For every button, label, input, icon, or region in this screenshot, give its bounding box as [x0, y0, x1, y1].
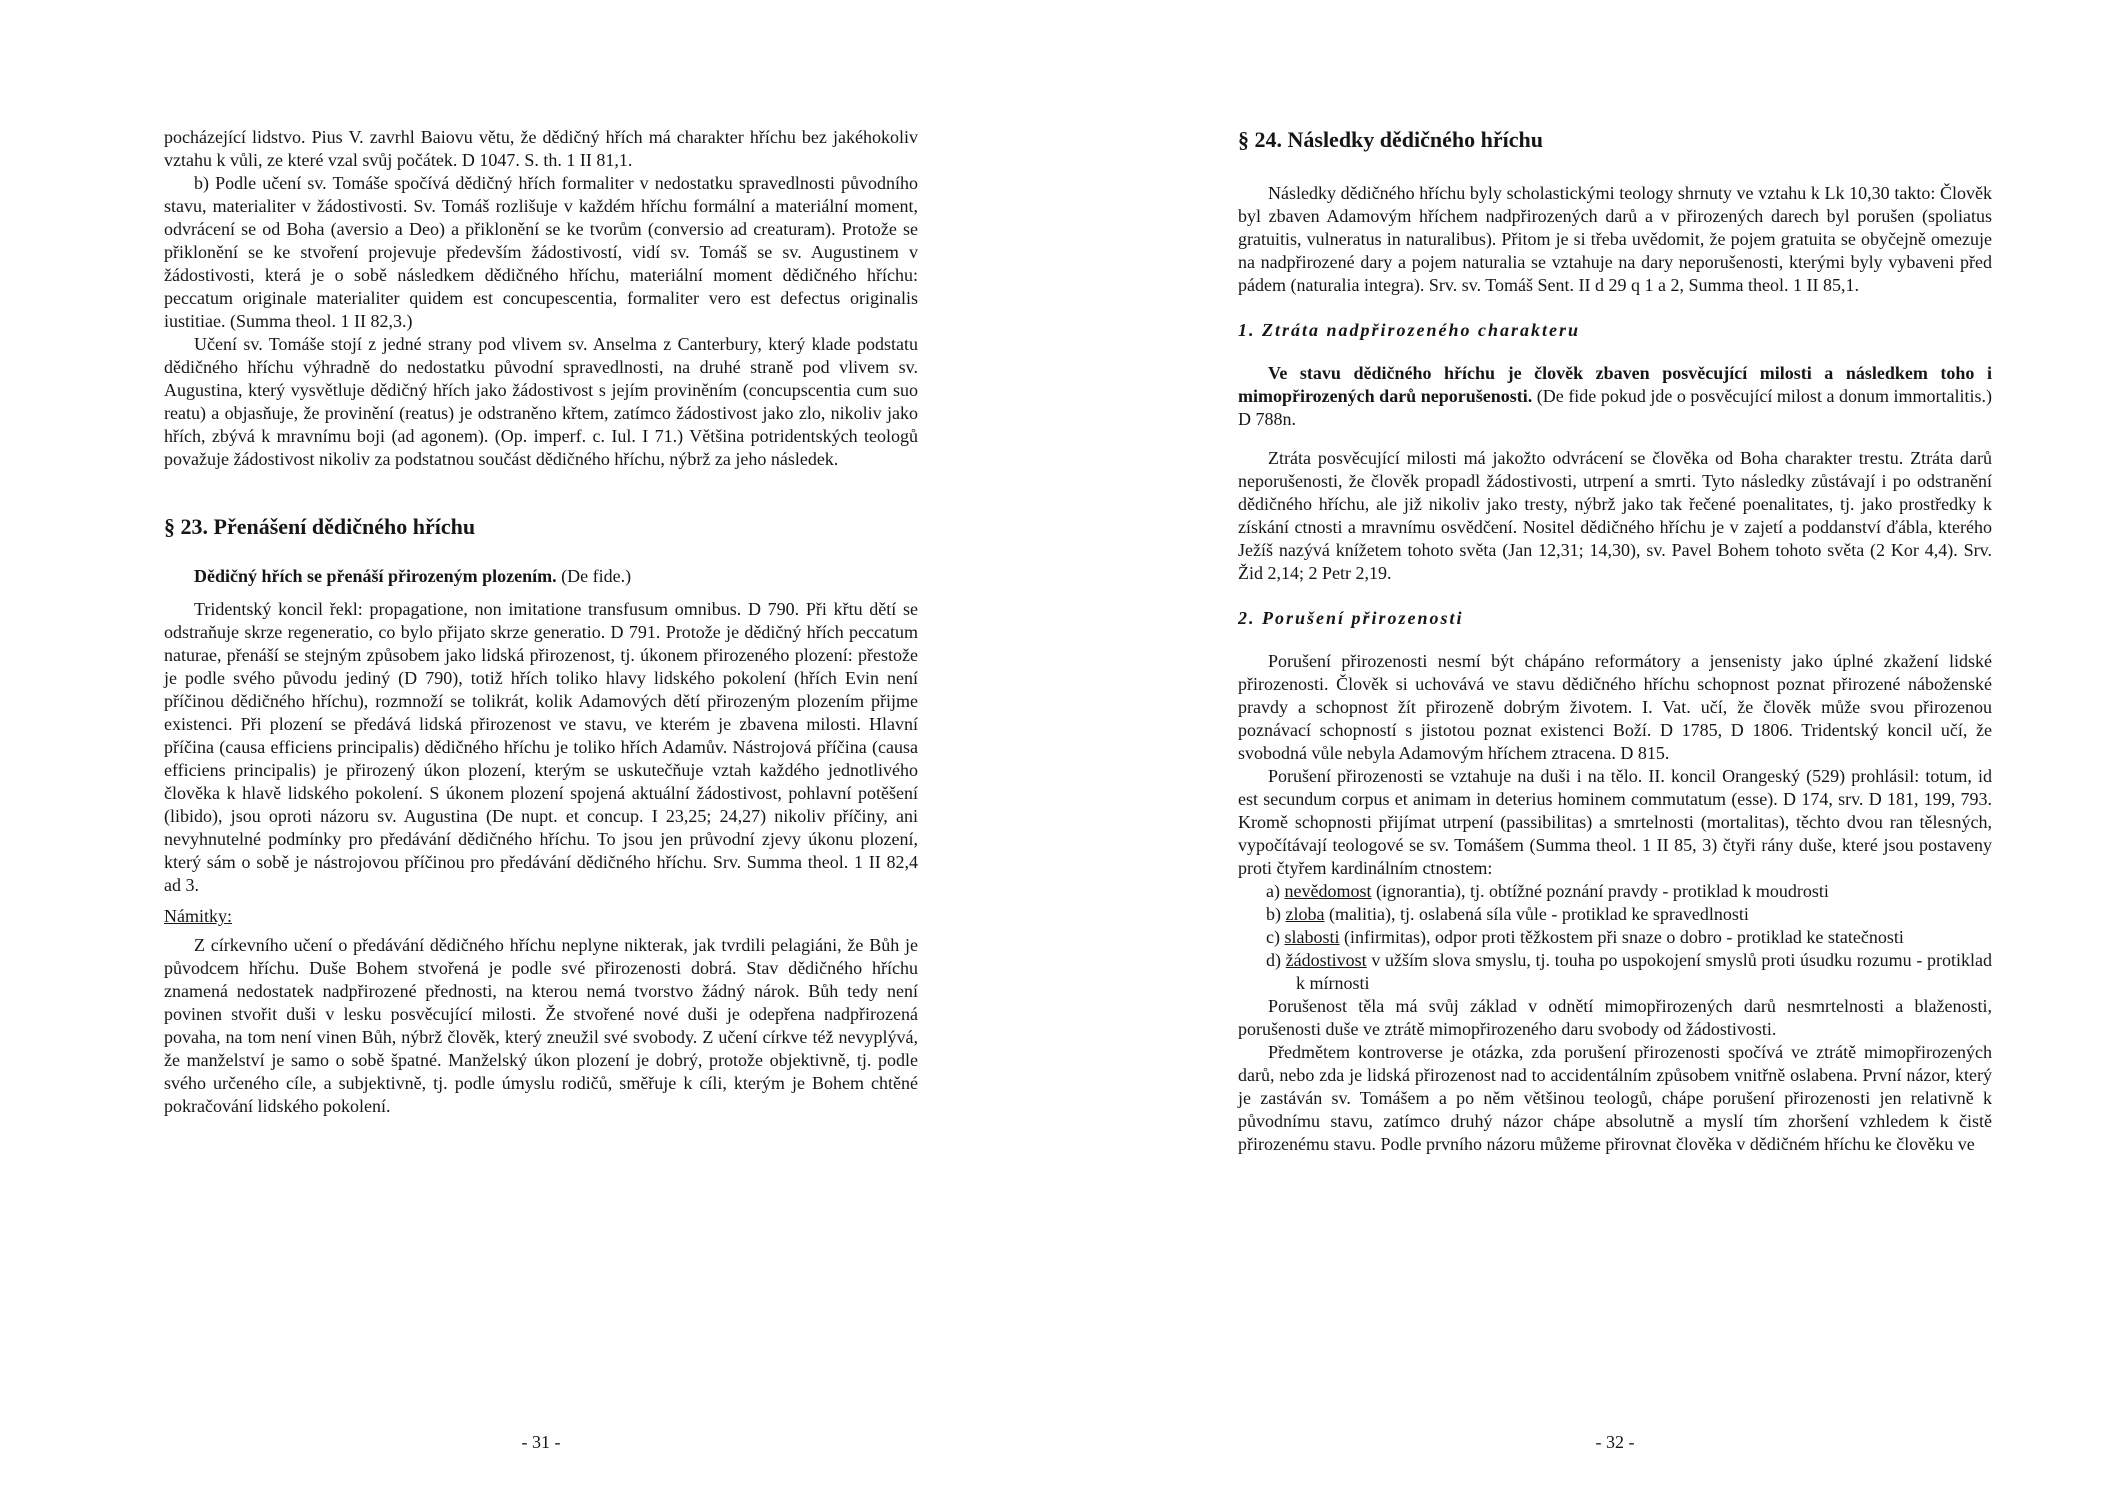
- paragraph-intro-continuation: pocházející lidstvo. Pius V. zavrhl Baiovu větu, že dědičný hřích má charakter hříchu bez jakéhokoliv vztahu k vůli, ze které vzal svůj počátek. D 1047. S. th. 1 II 81,1.: [164, 127, 918, 170]
- objections-heading: Námitky:: [164, 906, 232, 926]
- list-item-d: [1238, 949, 1992, 995]
- page-number-31: - 31 -: [521, 1432, 561, 1452]
- list-item-a: [1238, 880, 1992, 903]
- paragraph-b-thomas-teaching: b) Podle učení sv. Tomáše spočívá dědičný hřích formaliter v nedostatku spravedlnosti původního stavu, materialiter v žádostivosti. Sv. Tomáš rozlišuje v každém hříchu formální a materiální moment, odvrácení se od Boha (aversio a Deo) a přiklonění se ke tvorům (conversio ad creaturam). Protože se přiklonění se ke stvoření projevuje především žádostivostí, vidí sv. Tomáš se sv. Augustinem v žádostivosti, která je o sobě následkem dědičného hříchu, materiální moment dědičného hříchu: peccatum originale materialiter quidem est concupescentia, formaliter vero est defectus originalis iustitiae. (Summa theol. 1 II 82,3.): [164, 173, 918, 331]
- list-item-c: [1238, 926, 1992, 949]
- section-heading-24: § 24. Následky dědičného hříchu: [1238, 127, 1543, 152]
- list-term-underlined: žádostivost: [1285, 950, 1367, 970]
- subsection-heading-2: 2. Porušení přirozenosti: [1238, 608, 1464, 628]
- list-marker: b): [1266, 904, 1281, 924]
- list-item-text: (infirmitas), odpor proti těžkostem při snaze o dobro - protiklad ke statečnosti: [1339, 927, 1904, 947]
- list-marker: a): [1266, 881, 1280, 901]
- thesis-bold-text: Ve stavu dědičného hříchu je člověk zbaven posvěcující milosti a následkem toho i mimopřirozených darů neporušenosti.: [1238, 363, 1992, 406]
- thesis-note-text: (De fide pokud jde o posvěcující milost a donum immortalitis.) D 788n.: [1238, 386, 1993, 429]
- list-term-underlined: nevědomost: [1284, 881, 1372, 901]
- list-marker: d): [1266, 950, 1281, 970]
- list-item-b: [1238, 903, 1992, 926]
- paragraph-corruption-nature-2: Porušení přirozenosti se vztahuje na duši i na tělo. II. koncil Orangeský (529) prohlásil: totum, id est secundum corpus et animam in deterius hominem commutatum (esse). D 174, srv. D 181, 199, 793. Kromě schopnosti přijímat utrpení (passibilitas) a smrtelnosti (mortalitas), těchto dvou ran tělesných, vypočítávají teologové se sv. Tomášem (Summa theol. 1 II 85, 3) čtyři rány duše, které jsou postaveny proti čtyřem kardinálním ctnostem:: [1238, 766, 1992, 878]
- thesis-statement-23: [164, 565, 918, 588]
- list-term-underlined: slabosti: [1284, 927, 1340, 947]
- paragraph-thomas-influences: Učení sv. Tomáše stojí z jedné strany pod vlivem sv. Anselma z Canterbury, který klade podstatu dědičného hříchu výhradně do nedostatku původní spravedlnosti, na druhé straně pod vlivem sv. Augustina, který vysvětluje dědičný hřích jako žádostivost s jejím proviněním (concupscentia cum suo reatu) a objasňuje, že provinění (reatus) je odstraněno křtem, zatímco žádostivost jako zlo, nikoliv jako hřích, zbývá k mravnímu boji (ad agonem). (Op. imperf. c. Iul. I 71.) Většina potridentských teologů považuje žádostivost nikoliv za podstatnou součást dědičného hříchu, nýbrž za jeho následek.: [164, 334, 918, 469]
- paragraph-consequences-summary: Následky dědičného hříchu byly scholastickými teology shrnuty ve vztahu k Lk 10,30 takto: Člověk byl zbaven Adamovým hříchem nadpřirozených darů a v přirozených darech byl porušen (spoliatus gratuitis, vulneratus in naturalibus). Přitom je si třeba uvědomit, že pojem gratuita se obyčejně omezuje na nadpřirozené dary a pojem naturalia se vztahuje na dary neporušenosti, kterými byly vybaveni před pádem (naturalia integra). Srv. sv. Tomáš Sent. II d 29 q 1 a 2, Summa theol. 1 II 85,1.: [1238, 183, 1992, 295]
- list-marker: c): [1266, 927, 1280, 947]
- paragraph-body-soul-corruption: Porušenost těla má svůj základ v odnětí mimopřirozených darů nesmrtelnosti a blaženosti, porušenosti duše ve ztrátě mimopřirozeného daru svobody od žádostivosti.: [1238, 996, 1992, 1039]
- list-term-underlined: zloba: [1285, 904, 1325, 924]
- paragraph-loss-of-grace: Ztráta posvěcující milosti má jakožto odvrácení se člověka od Boha charakter trestu. Ztráta darů neporušenosti, že člověk propadl žádostivosti, utrpení a smrti. Tyto následky zůstávají i po odstranění dědičného hříchu, ale již nikoliv jako tresty, nýbrž jako tak řečené poenalitates, tj. jako prostředky k získání ctnosti a mravnímu osvědčení. Nositel dědičného hříchu je v zajetí a poddanství ďábla, kterého Ježíš nazývá knížetem tohoto světa (Jan 12,31; 14,30), sv. Pavel Bohem tohoto světa (2 Kor 4,4). Srv. Žid 2,14; 2 Petr 2,19.: [1238, 448, 1992, 583]
- paragraph-trident-council: Tridentský koncil řekl: propagatione, non imitatione transfusum omnibus. D 790. Při křtu dětí se odstraňuje skrze regeneratio, co bylo přijato skrze generatio. D 791. Protože je dědičný hřích peccatum naturae, přenáší se stejným způsobem jako lidská přirozenost, tj. úkonem přirozeného plození: přestože je podle svého původu jediný (D 790), totiž hřích toliko hlavy lidského pokolení (hřích Evin není příčinou dědičného hříchu), rozmnoží se tolikrát, kolik Adamových dětí přirozeným plozením přijme existenci. Při plození se předává lidská přirozenost ve stavu, ve kterém je zbavena milosti. Hlavní příčina (causa efficiens principalis) dědičného hříchu je toliko hřích Adamův. Nástrojová příčina (causa efficiens principalis) je přirozený úkon plození, kterým se uskutečňuje vztah každého jednotlivého člověka k hlavě lidského pokolení. S úkonem plození spojená aktuální žádostivost, pohlavní potěšení (libido), jsou oproti názoru sv. Augustina (De nupt. et concup. I 23,25; 24,27) nikoliv příčiny, ani nevyhnutelné podmínky pro předávání dědičného hříchu. To jsou jen průvodní zjevy úkonu plození, který sám o sobě je nástrojovou příčinou pro předávání dědičného hříchu. Srv. Summa theol. 1 II 82,4 ad 3.: [164, 599, 918, 895]
- paragraph-objections: Z církevního učení o předávání dědičného hříchu neplyne nikterak, jak tvrdili pelagiáni, že Bůh je původcem hříchu. Duše Bohem stvořená je podle své přirozenosti dobrá. Stav dědičného hříchu znamená nedostatek nadpřirozené přednosti, na kterou nemá tvorstvo žádný nárok. Bůh tedy není povinen stvořit duši v lesku posvěcující milosti. Že stvořené nové duši je odepřena nadpřirozená povaha, na tom není vinen Bůh, nýbrž člověk, který zneužil své svobody. Z učení církve též nevyplývá, že manželství je samo o sobě špatné. Manželský úkon plození je dobrý, protože objektivně, tj. podle svého určeného cíle, a subjektivně, tj. podle úmyslu rodičů, směřuje k cíli, kterým je Bohem chtěné pokračování lidského pokolení.: [164, 935, 918, 1116]
- page-left: [164, 126, 918, 1118]
- subsection-heading-1: 1. Ztráta nadpřirozeného charakteru: [1238, 320, 1581, 340]
- thesis-statement-24: [1238, 362, 1992, 431]
- list-item-text: (ignorantia), tj. obtížné poznání pravdy - protiklad k moudrosti: [1371, 881, 1829, 901]
- list-item-text: (malitia), tj. oslabená síla vůle - protiklad ke spravedlnosti: [1324, 904, 1749, 924]
- section-heading-23: § 23. Přenášení dědičného hříchu: [164, 514, 476, 539]
- thesis-bold-text: Dědičný hřích se přenáší přirozeným plozením.: [194, 566, 557, 586]
- page-number-32: - 32 -: [1595, 1432, 1635, 1452]
- wounds-of-soul-list: [1238, 880, 1992, 995]
- paragraph-corruption-nature-1: Porušení přirozenosti nesmí být chápáno reformátory a jensenisty jako úplné zkažení lidské přirozenosti. Člověk si uchovává ve stavu dědičného hříchu schopnost poznat přirozené náboženské pravdy a schopnost žít přirozeně dobrým životem. I. Vat. učí, že člověk může svou přirozenou poznávací schopností s jistotou poznat existenci Boží. D 1785, D 1806. Tridentský koncil učí, že svobodná vůle nebyla Adamovým hříchem ztracena. D 815.: [1238, 651, 1992, 763]
- paragraph-controversy: Předmětem kontroverse je otázka, zda porušení přirozenosti spočívá ve ztrátě mimopřirozených darů, nebo zda je lidská přirozenost nad to accidentálním způsobem vnitřně oslabena. První názor, který je zastáván sv. Tomášem a po něm většinou teologů, chápe porušení přirozenosti jen relativně k původnímu stavu, zatímco druhý názor chápe absolutně a myslí tím zhoršení vzhledem k čistě přirozenému stavu. Podle prvního názoru můžeme přirovnat člověka v dědičném hříchu ke člověku ve: [1238, 1042, 1992, 1154]
- thesis-note-text: (De fide.): [561, 566, 632, 586]
- list-item-text: v užším slova smyslu, tj. touha po uspokojení smyslů proti úsudku rozumu - protiklad k mírnosti: [1296, 950, 1993, 993]
- page-right: [1238, 126, 1992, 1156]
